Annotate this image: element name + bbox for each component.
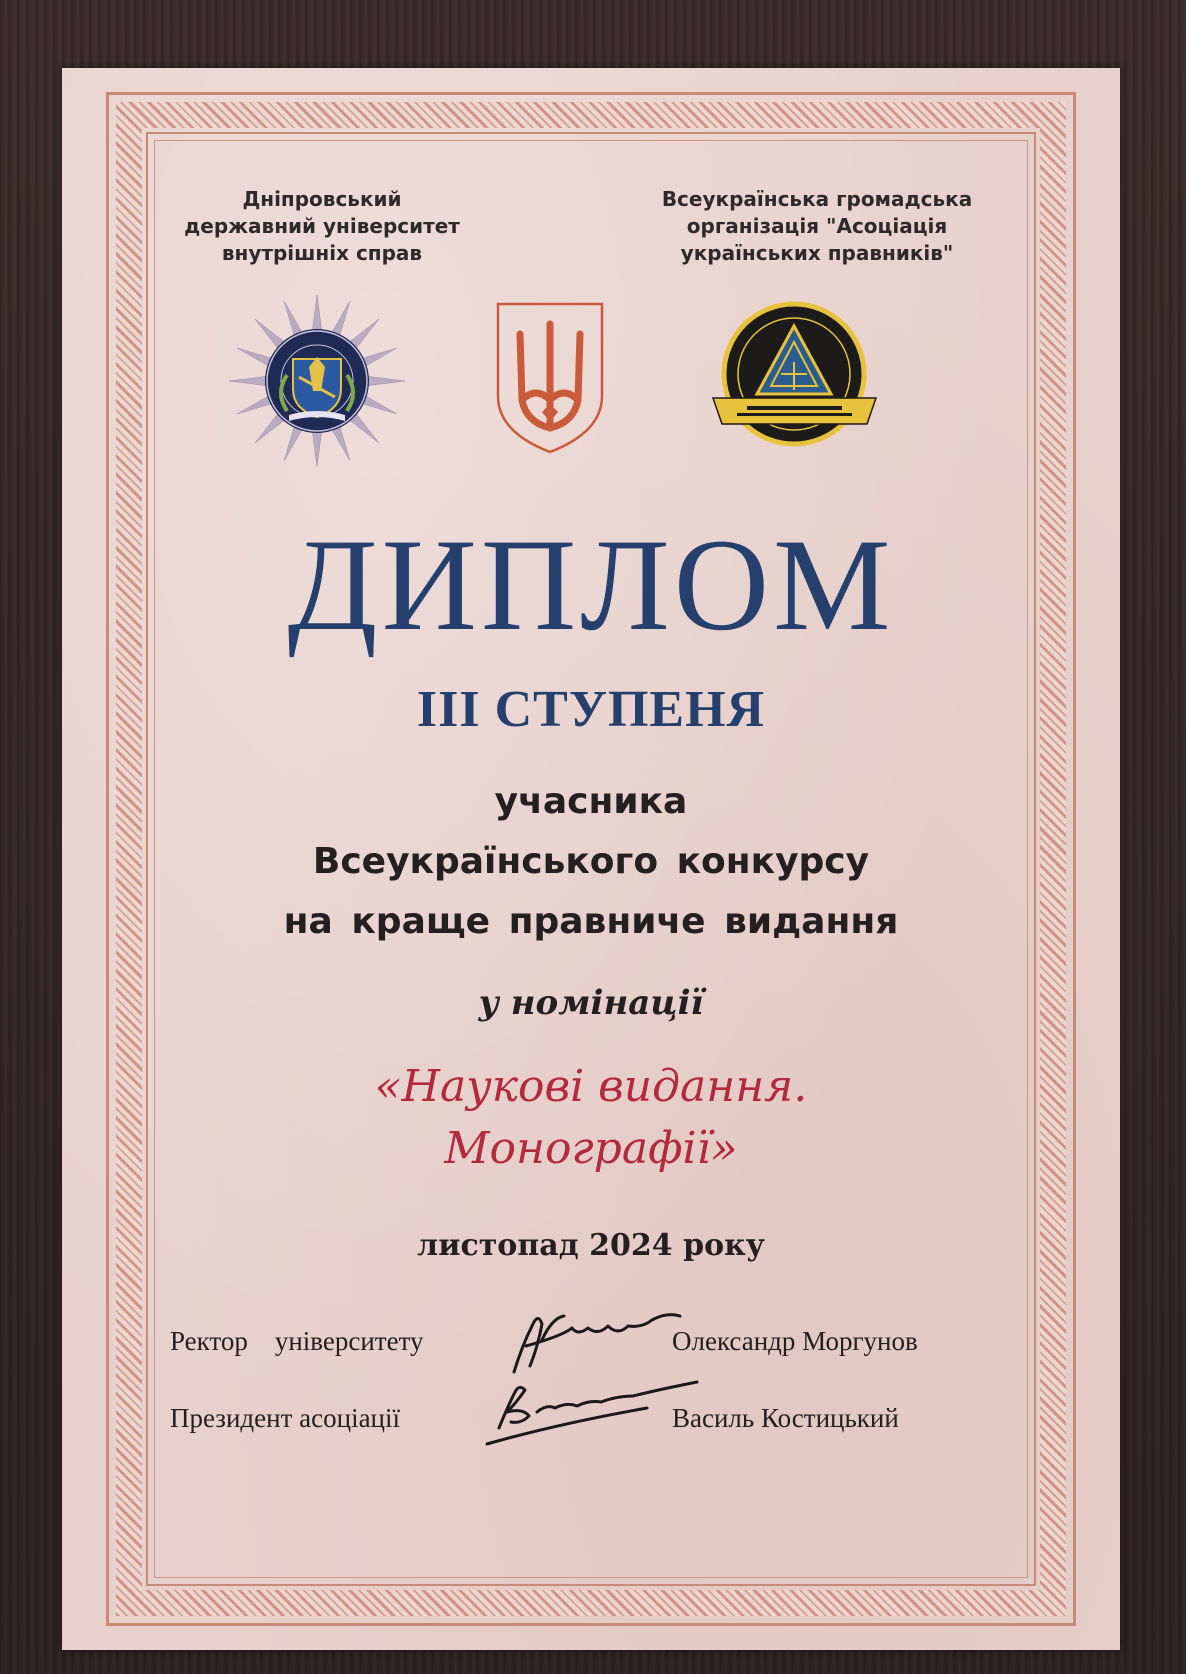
- university-emblem-icon: [227, 293, 407, 468]
- trident-icon: [492, 300, 608, 455]
- issuer-association-line: Всеукраїнська громадська: [661, 187, 973, 211]
- diploma-title: ДИПЛОМ: [287, 511, 895, 658]
- issuer-association: [632, 186, 1002, 267]
- issuer-university-line: державний університет: [184, 214, 460, 238]
- issuer-association-line: організація "Асоціація: [686, 214, 948, 238]
- description-line: на краще правниче видання: [283, 901, 899, 942]
- issuer-university-line: внутрішніх справ: [221, 241, 423, 265]
- issuer-university-line: Дніпровський: [242, 187, 402, 211]
- nomination-title: [62, 1056, 1120, 1180]
- diploma-description: [62, 772, 1120, 952]
- association-emblem-icon: [707, 298, 882, 458]
- nomination-intro: у номінації: [478, 983, 704, 1023]
- description-line: учасника: [494, 781, 688, 822]
- nomination-line: Монографії»: [444, 1123, 738, 1174]
- nomination-line: «Наукові видання.: [374, 1061, 808, 1112]
- issuer-association-line: українських правників": [680, 241, 954, 265]
- issuer-university: [172, 186, 472, 267]
- diploma-date: листопад 2024 року: [417, 1228, 765, 1263]
- diploma-sheet: [62, 68, 1120, 1650]
- president-signature-icon: [477, 1368, 717, 1448]
- signatory-name: Василь Костицький: [672, 1403, 899, 1433]
- signatory-name: Олександр Моргунов: [672, 1326, 918, 1356]
- signatory-role: Президент асоціації: [170, 1403, 401, 1433]
- diploma-degree: ІІІ СТУПЕНЯ: [416, 681, 766, 738]
- description-line: Всеукраїнського конкурсу: [312, 841, 870, 882]
- signatory-role: Ректор університету: [170, 1326, 424, 1356]
